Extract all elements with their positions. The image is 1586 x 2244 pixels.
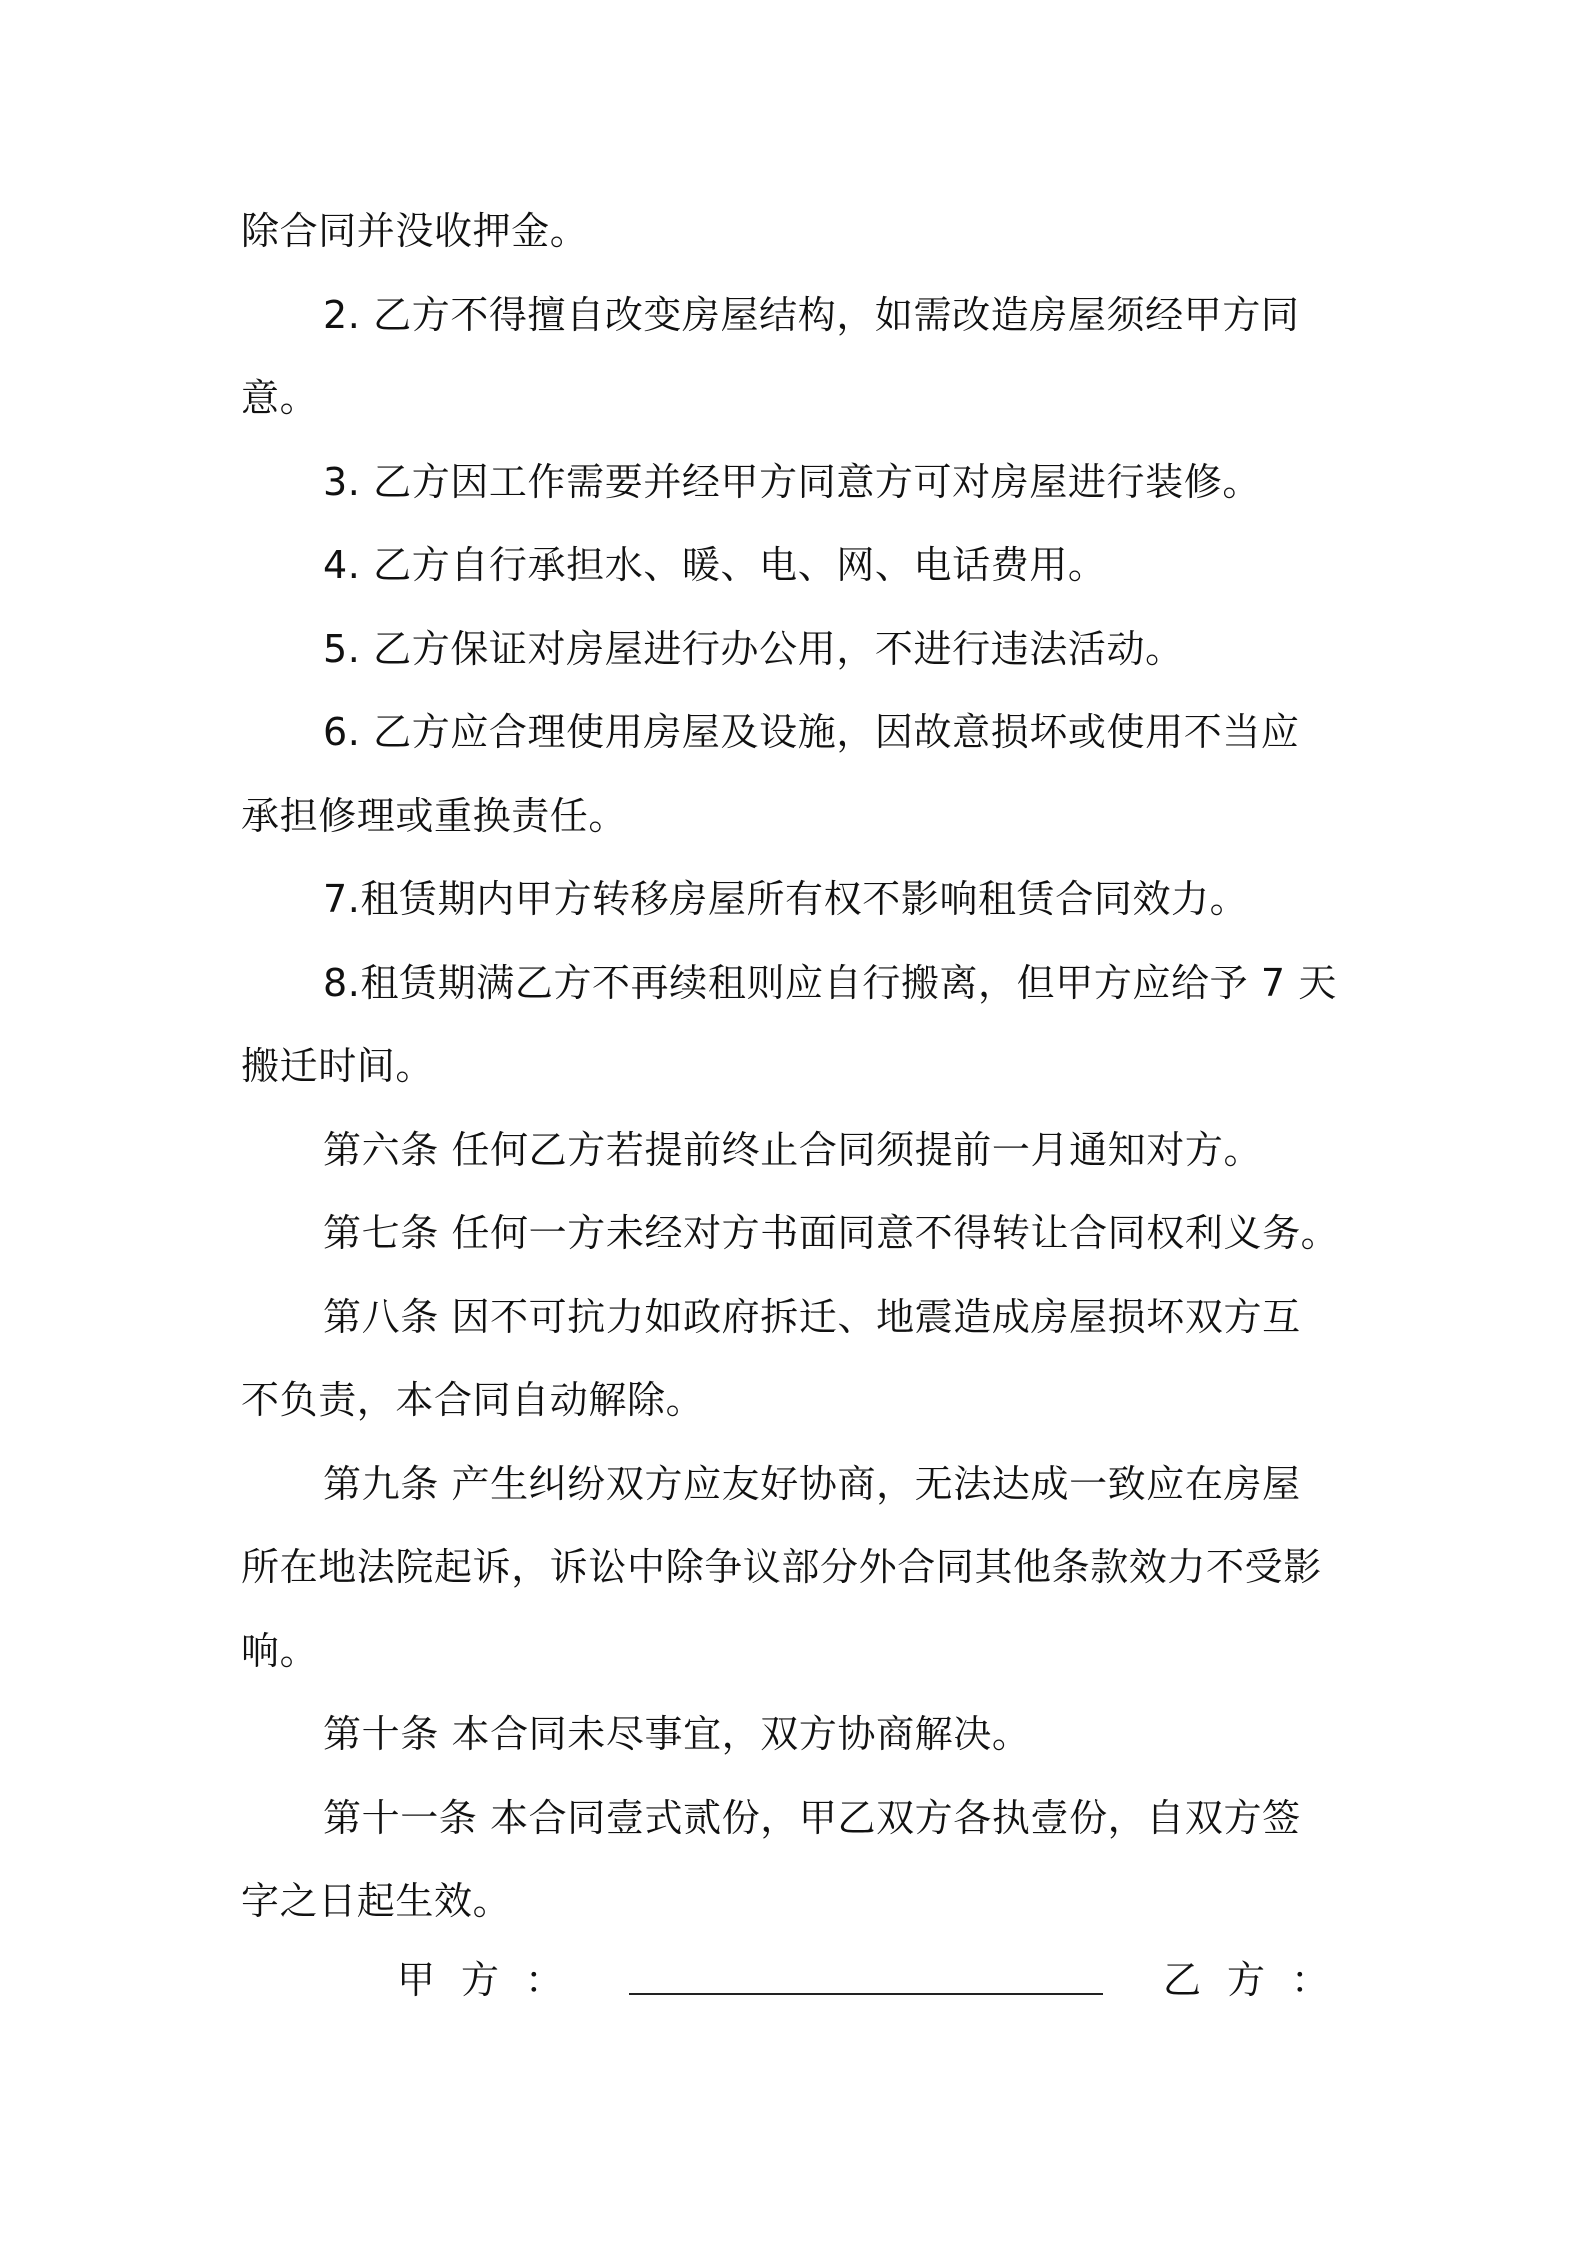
- paragraph-line: 搬迁时间。: [241, 1044, 435, 1088]
- paragraph-line: 7.租赁期内甲方转移房屋所有权不影响租赁合同效力。: [323, 877, 1249, 921]
- paragraph-line: 除合同并没收押金。: [241, 209, 589, 253]
- paragraph-line: 字之日起生效。: [241, 1879, 512, 1923]
- party-b-label: 乙方：: [1163, 1958, 1356, 2002]
- paragraph-line: 不负责，本合同自动解除。: [241, 1378, 705, 1422]
- paragraph-line: 第六条 任何乙方若提前终止合同须提前一月通知对方。: [323, 1127, 1263, 1172]
- paragraph-line: 8.租赁期满乙方不再续租则应自行搬离，但甲方应给予 7 天: [323, 960, 1337, 1005]
- paragraph-line: 4. 乙方自行承担水、暖、电、网、电话费用。: [323, 543, 1107, 587]
- signature-row: [241, 1938, 1366, 2022]
- paragraph-line: 5. 乙方保证对房屋进行办公用，不进行违法活动。: [323, 626, 1184, 671]
- paragraph-line: 3. 乙方因工作需要并经甲方同意方可对房屋进行装修。: [323, 459, 1261, 504]
- paragraph-line: 第七条 任何一方未经对方书面同意不得转让合同权利义务。: [323, 1211, 1340, 1255]
- paragraph-line: 2. 乙方不得擅自改变房屋结构，如需改造房屋须经甲方同: [323, 292, 1300, 337]
- party-a-label: 甲方：: [397, 1958, 590, 2002]
- paragraph-line: 意。: [241, 376, 319, 420]
- paragraph-line: 响。: [241, 1628, 319, 1673]
- paragraph-line: 第十一条 本合同壹式贰份，甲乙双方各执壹份，自双方签: [323, 1795, 1301, 1840]
- party-a-signature-line: [629, 1993, 1103, 1995]
- paragraph-line: 所在地法院起诉，诉讼中除争议部分外合同其他条款效力不受影: [241, 1545, 1322, 1589]
- paragraph-line: 第十条 本合同未尽事宜，双方协商解决。: [323, 1712, 1031, 1756]
- paragraph-line: 第八条 因不可抗力如政府拆迁、地震造成房屋损坏双方互: [323, 1294, 1301, 1339]
- paragraph-line: 承担修理或重换责任。: [241, 793, 628, 838]
- paragraph-line: 第九条 产生纠纷双方应友好协商，无法达成一致应在房屋: [323, 1461, 1301, 1506]
- paragraph-line: 6. 乙方应合理使用房屋及设施，因故意损坏或使用不当应: [323, 710, 1300, 754]
- contract-body: [241, 190, 1366, 1944]
